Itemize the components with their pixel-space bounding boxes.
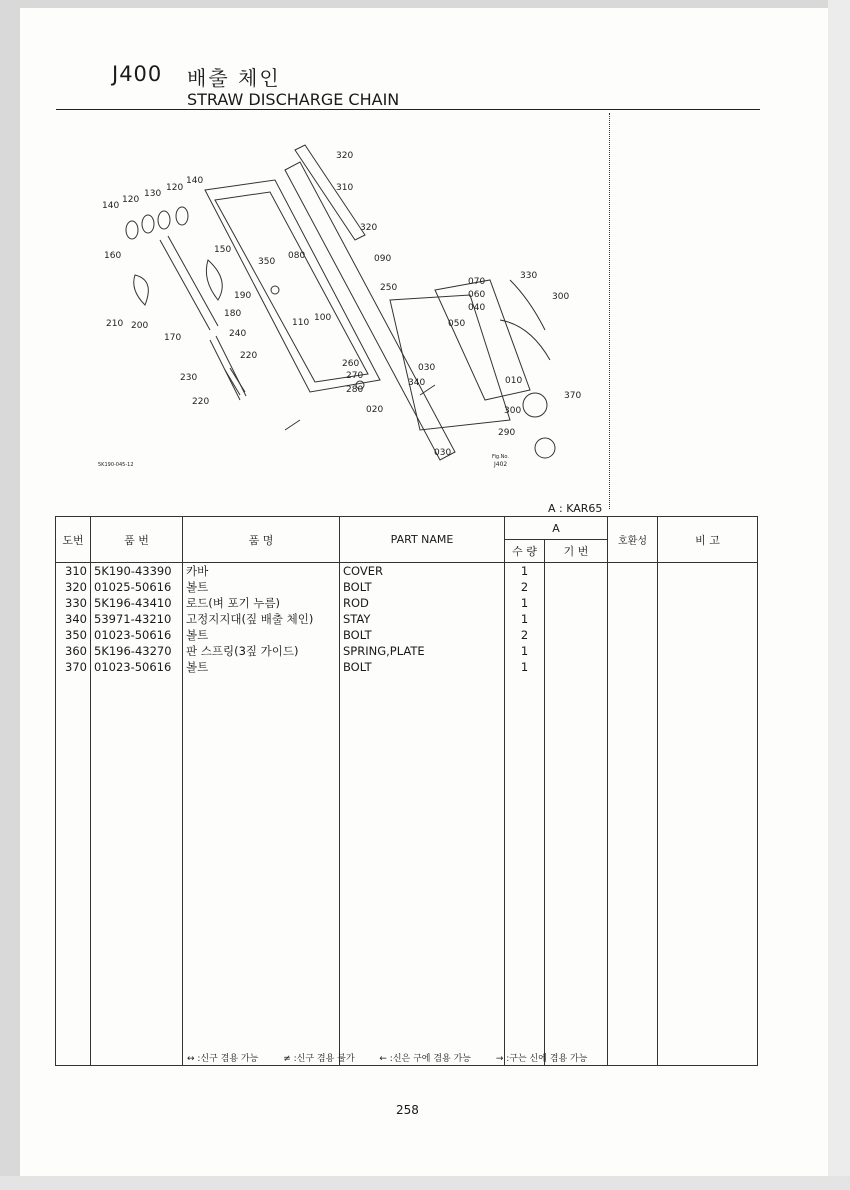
parts-table — [55, 516, 758, 1066]
drawing-number: 5K190-045-12 — [98, 462, 134, 468]
callout-label: 200 — [131, 321, 149, 331]
callout-label: 070 — [468, 277, 486, 287]
callout-label: 220 — [240, 351, 258, 361]
section-title-korean: 배출 체인 — [187, 66, 281, 90]
callout-label: 110 — [292, 318, 310, 328]
table-empty-space — [56, 675, 758, 1066]
table-row: 320 01025-50616 볼트 BOLT 2 — [56, 579, 758, 595]
header-no: 도번 — [56, 517, 91, 563]
legend-item: → :구는 신에 겸용 가능 — [495, 1054, 588, 1064]
callout-label: 210 — [106, 319, 124, 329]
callout-label: 320 — [360, 223, 378, 233]
callout-label: 040 — [468, 303, 486, 313]
header-name-kr: 품 명 — [183, 517, 340, 563]
table-row: 370 01023-50616 볼트 BOLT 1 — [56, 659, 758, 675]
legend-item: ← :신은 구에 겸용 가능 — [379, 1054, 471, 1064]
callout-label: 120 — [122, 195, 140, 205]
compatibility-legend — [187, 1051, 609, 1064]
callout-label: 160 — [104, 251, 122, 261]
fig-label: Fig.No. — [492, 454, 509, 460]
section-title-english: STRAW DISCHARGE CHAIN — [187, 90, 400, 109]
callout-label: 170 — [164, 333, 182, 343]
header-qty: 수 량 — [505, 540, 545, 563]
table-row: 360 5K196-43270 판 스프링(3짚 가이드) SPRING,PLATE 1 — [56, 643, 758, 659]
callout-label: 330 — [520, 271, 538, 281]
header-compat: 호환성 — [608, 517, 658, 563]
fig-number: J402 — [494, 461, 508, 468]
page-number: 258 — [396, 1103, 419, 1117]
callout-label: 340 — [408, 378, 426, 388]
callout-label: 310 — [336, 183, 354, 193]
header-part-no: 품 번 — [91, 517, 183, 563]
callout-label: 030 — [434, 448, 452, 458]
table-row: 350 01023-50616 볼트 BOLT 2 — [56, 627, 758, 643]
table-row: 310 5K190-43390 카바 COVER 1 — [56, 563, 758, 580]
callout-label: 140 — [186, 176, 204, 186]
callout-label: 080 — [288, 251, 306, 261]
header-remark: 비 고 — [658, 517, 758, 563]
legend-item: ≠ :신구 겸용 불가 — [283, 1054, 355, 1064]
callout-label: 290 — [498, 428, 516, 438]
scan-edge-bottom — [0, 1176, 850, 1190]
callout-label: 090 — [374, 254, 392, 264]
variant-label: A : KAR65 — [548, 502, 603, 515]
callout-label: 260 — [342, 359, 360, 369]
header-part-name: PART NAME — [340, 517, 505, 563]
callout-label: 300 — [504, 406, 522, 416]
callout-label: 270 — [346, 371, 364, 381]
callout-label: 180 — [224, 309, 242, 319]
callout-label: 240 — [229, 329, 247, 339]
header-group-a: A — [505, 517, 608, 540]
callout-label: 010 — [505, 376, 523, 386]
callout-label: 370 — [564, 391, 582, 401]
callout-label: 300 — [552, 292, 570, 302]
callout-label: 350 — [258, 257, 276, 267]
exploded-parts-diagram — [90, 130, 610, 475]
callout-label: 100 — [314, 313, 332, 323]
callout-label: 030 — [418, 363, 436, 373]
callout-label: 050 — [448, 319, 466, 329]
callout-label: 190 — [234, 291, 252, 301]
callout-label: 020 — [366, 405, 384, 415]
table-row: 340 53971-43210 고정지지대(짚 배출 체인) STAY 1 — [56, 611, 758, 627]
callout-label: 320 — [336, 151, 354, 161]
callout-label: 280 — [346, 385, 364, 395]
callout-label: 150 — [214, 245, 232, 255]
legend-item: ↔ :신구 겸용 가능 — [187, 1054, 259, 1064]
section-code: J400 — [112, 62, 163, 86]
scan-edge-right — [828, 0, 850, 1190]
callout-label: 130 — [144, 189, 162, 199]
callout-label: 220 — [192, 397, 210, 407]
callout-label: 230 — [180, 373, 198, 383]
callout-label: 060 — [468, 290, 486, 300]
callout-label: 250 — [380, 283, 398, 293]
callout-label: 140 — [102, 201, 120, 211]
table-row: 330 5K196-43410 로드(벼 포기 누름) ROD 1 — [56, 595, 758, 611]
callout-label: 120 — [166, 183, 184, 193]
header-base: 기 번 — [545, 540, 608, 563]
title-underline — [56, 109, 760, 110]
